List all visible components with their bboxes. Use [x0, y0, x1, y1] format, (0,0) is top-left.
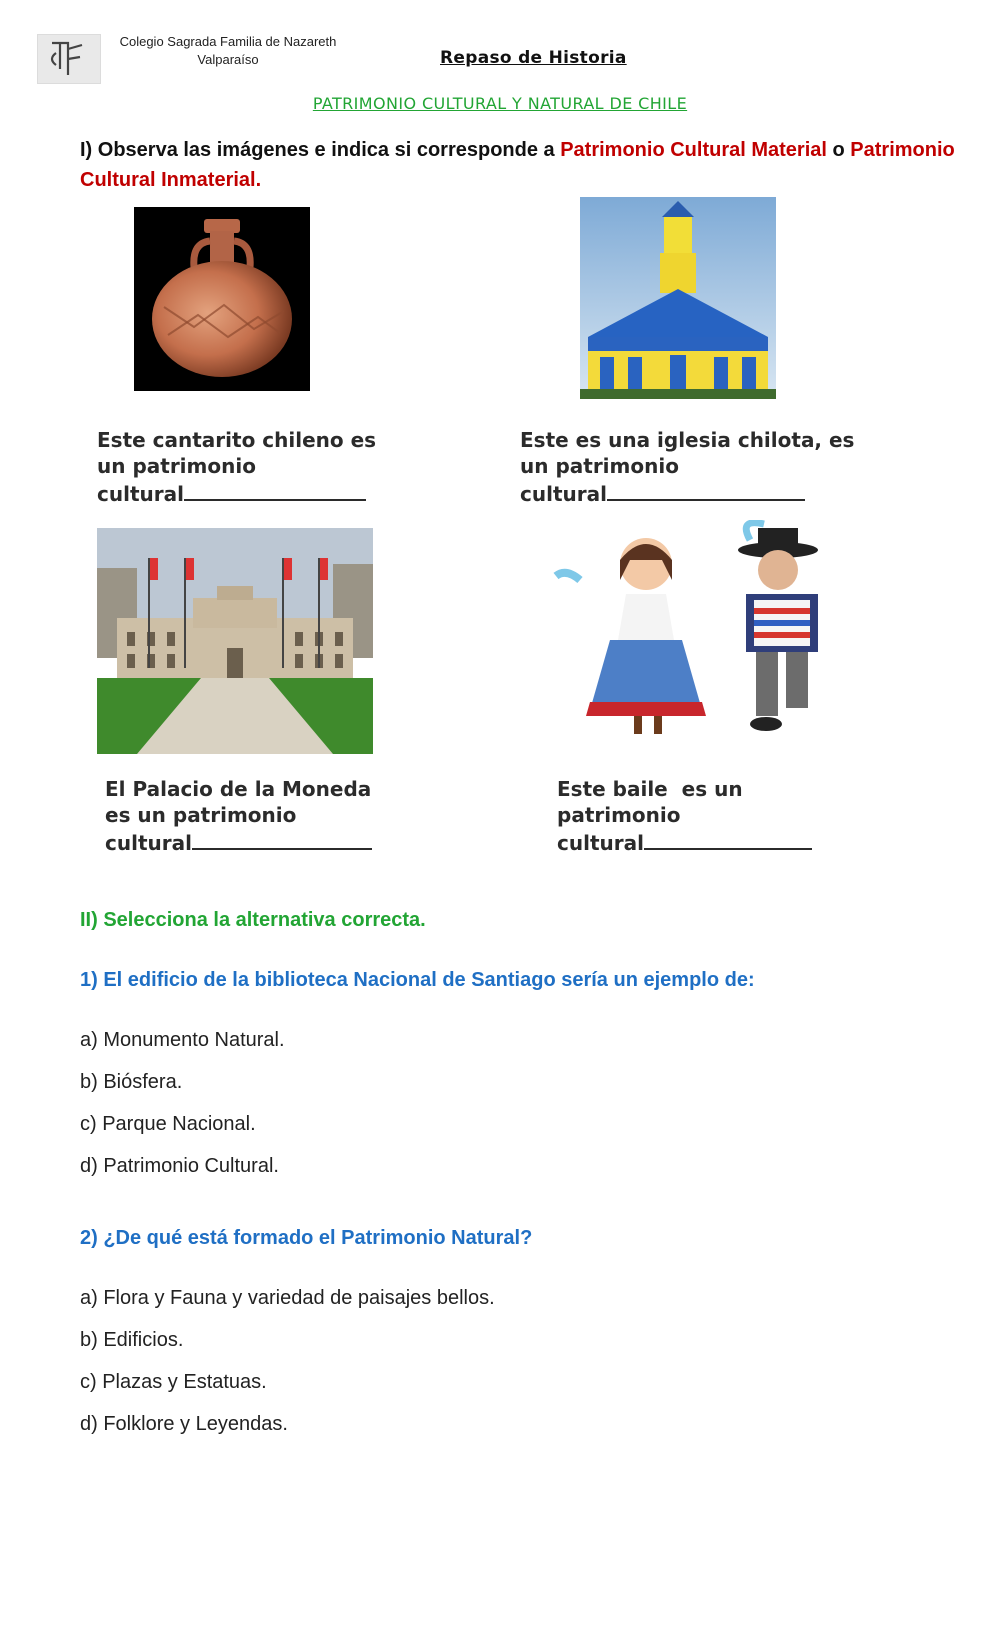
- option-material: Patrimonio Cultural Material: [560, 139, 827, 161]
- caption-church-line2: un patrimonio: [520, 454, 679, 478]
- caption-jug-line2: un patrimonio: [97, 454, 256, 478]
- school-heading: [108, 33, 348, 69]
- school-city: Valparaíso: [197, 52, 259, 67]
- caption-dance: [557, 776, 897, 856]
- question-1-option-c[interactable]: c) Parque Nacional.: [80, 1113, 256, 1135]
- caption-moneda-line3: cultural: [105, 831, 192, 855]
- answer-blank-dance[interactable]: [644, 828, 812, 850]
- question-1: 1) El edificio de la biblioteca Nacional de Santiago sería un ejemplo de:: [80, 969, 755, 991]
- answer-blank-moneda[interactable]: [192, 828, 372, 850]
- caption-church: [520, 427, 900, 507]
- instruction-prefix: I) Observa las imágenes e indica si corresponde a: [80, 139, 561, 161]
- caption-dance-line2: patrimonio: [557, 803, 681, 827]
- cueca-dancers-image: [550, 520, 850, 752]
- la-moneda-palace-image: [97, 528, 373, 754]
- caption-jug: [97, 427, 437, 507]
- school-logo-mark: [38, 35, 100, 83]
- instruction-connector: o: [826, 139, 851, 161]
- question-2-option-d[interactable]: d) Folklore y Leyendas.: [80, 1413, 288, 1435]
- school-logo: [37, 34, 101, 84]
- question-2-option-b[interactable]: b) Edificios.: [80, 1329, 184, 1351]
- answer-blank-church[interactable]: [607, 479, 805, 501]
- document-subtitle: PATRIMONIO CULTURAL Y NATURAL DE CHILE: [312, 94, 688, 113]
- caption-dance-line1: Este baile es un: [557, 777, 743, 801]
- caption-church-line1: Este es una iglesia chilota, es: [520, 428, 855, 452]
- caption-jug-line1: Este cantarito chileno es: [97, 428, 377, 452]
- chilote-church-image: [580, 197, 776, 399]
- caption-moneda: [105, 776, 445, 856]
- question-1-option-a[interactable]: a) Monumento Natural.: [80, 1029, 285, 1051]
- option-inmaterial: Patrimonio Cultural Inmaterial.: [80, 139, 955, 191]
- section2-title: II) Selecciona la alternativa correcta.: [80, 909, 426, 931]
- caption-moneda-line2: es un patrimonio: [105, 803, 297, 827]
- caption-moneda-line1: El Palacio de la Moneda: [105, 777, 372, 801]
- caption-church-line3: cultural: [520, 482, 607, 506]
- question-1-option-b[interactable]: b) Biósfera.: [80, 1071, 183, 1093]
- clay-jug-image: [134, 207, 310, 391]
- question-2-option-a[interactable]: a) Flora y Fauna y variedad de paisajes bellos.: [80, 1287, 495, 1309]
- document-title: Repaso de Historia: [440, 48, 627, 68]
- section1-instruction: [80, 135, 960, 195]
- school-name: Colegio Sagrada Familia de Nazareth: [119, 34, 337, 49]
- caption-dance-line3: cultural: [557, 831, 644, 855]
- question-1-option-d[interactable]: d) Patrimonio Cultural.: [80, 1155, 279, 1177]
- answer-blank-jug[interactable]: [184, 479, 366, 501]
- caption-jug-line3: cultural: [97, 482, 184, 506]
- question-2-option-c[interactable]: c) Plazas y Estatuas.: [80, 1371, 267, 1393]
- question-2: 2) ¿De qué está formado el Patrimonio Natural?: [80, 1227, 533, 1249]
